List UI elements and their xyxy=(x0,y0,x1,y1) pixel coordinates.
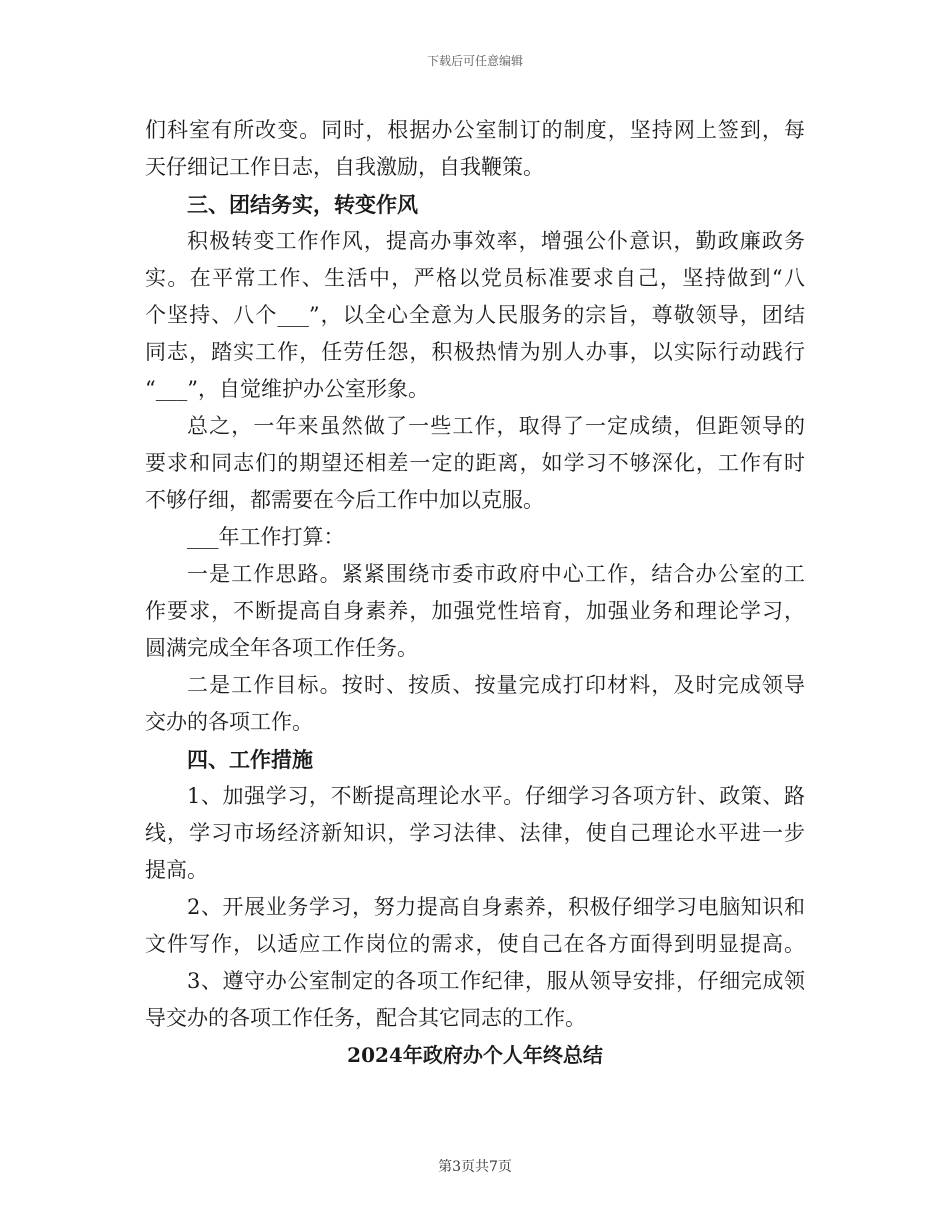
paragraph-line: 3、遵守办公室制定的各项工作纪律，服从领导安排，仔细完成领 xyxy=(187,969,805,993)
paragraph-line: 一是工作思路。紧紧围绕市委市政府中心工作，结合办公室的工 xyxy=(187,562,805,586)
section-heading: 四、工作措施 xyxy=(187,747,313,772)
paragraph-line: 不够仔细，都需要在今后工作中加以克服。 xyxy=(145,488,544,512)
document-body xyxy=(145,112,805,1074)
paragraph-line: 提高。 xyxy=(145,858,208,882)
page-footer: 第3页共7页 xyxy=(438,1159,512,1175)
paragraph-line: 交办的各项工作。 xyxy=(145,710,313,734)
paragraph-line: 积极转变工作作风，提高办事效率，增强公仆意识，勤政廉政务 xyxy=(187,229,805,253)
paragraph-line: 二是工作目标。按时、按质、按量完成打印材料，及时完成领导 xyxy=(187,673,805,697)
paragraph-line: 圆满完成全年各项工作任务。 xyxy=(145,636,418,660)
paragraph-line: “___”，自觉维护办公室形象。 xyxy=(145,377,429,401)
paragraph-line: 们科室有所改变。同时，根据办公室制订的制度，坚持网上签到，每 xyxy=(145,118,805,142)
paragraph-line: 实。在平常工作、生活中，严格以党员标准要求自己，坚持做到“八 xyxy=(145,266,805,290)
paragraph-line: 同志，踏实工作，任劳任怨，积极热情为别人办事，以实际行动践行 xyxy=(145,340,805,364)
paragraph-line: 2、开展业务学习，努力提高自身素养，积极仔细学习电脑知识和 xyxy=(187,895,805,919)
paragraph-line: 个坚持、八个___”，以全心全意为人民服务的宗旨，尊敬领导，团结 xyxy=(145,303,805,327)
page-header: 下载后可任意编辑 xyxy=(426,54,523,68)
paragraph-line: 总之，一年来虽然做了一些工作，取得了一定成绩，但距领导的 xyxy=(187,414,805,438)
paragraph-line: 天仔细记工作日志，自我激励，自我鞭策。 xyxy=(145,155,544,179)
paragraph-line: 线，学习市场经济新知识，学习法律、法律，使自己理论水平进一步 xyxy=(145,821,805,845)
paragraph-line: 文件写作，以适应工作岗位的需求，使自己在各方面得到明显提高。 xyxy=(145,932,805,956)
document-title: 2024年政府办个人年终总结 xyxy=(347,1043,603,1067)
section-heading: 三、团结务实，转变作风 xyxy=(187,192,418,217)
paragraph-line: 1、加强学习，不断提高理论水平。仔细学习各项方针、政策、路 xyxy=(187,784,805,808)
paragraph-line: 作要求，不断提高自身素养，加强党性培育，加强业务和理论学习， xyxy=(145,599,805,623)
paragraph-line: ___年工作打算： xyxy=(187,525,345,549)
paragraph-line: 要求和同志们的期望还相差一定的距离，如学习不够深化，工作有时 xyxy=(145,451,805,475)
paragraph-line: 导交办的各项工作任务，配合其它同志的工作。 xyxy=(145,1006,586,1030)
